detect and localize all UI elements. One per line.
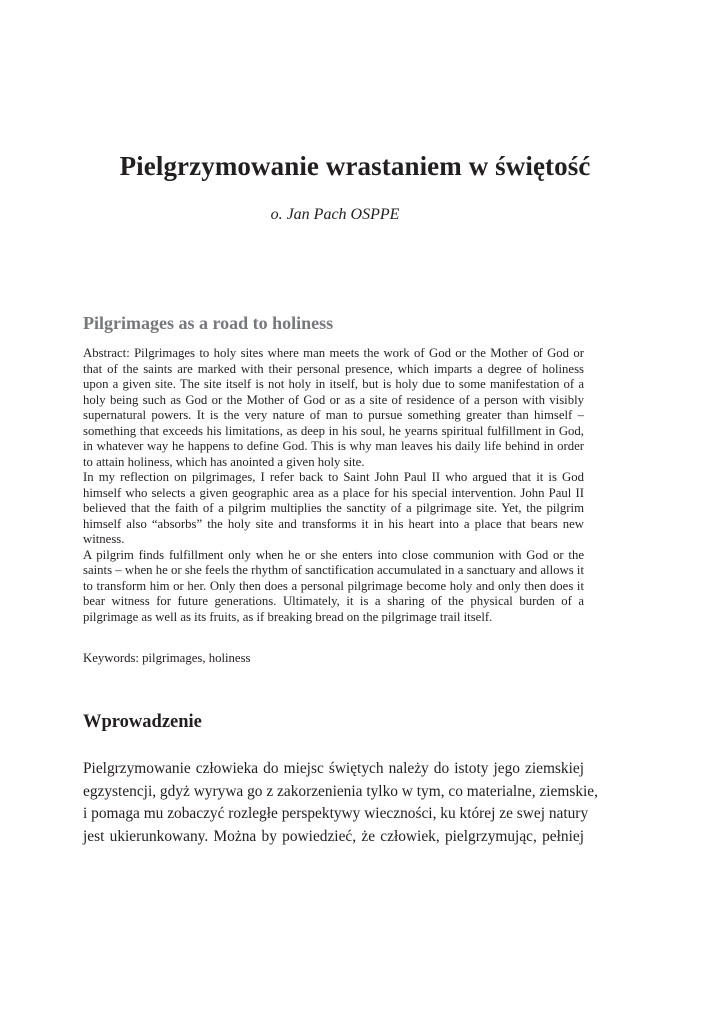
abstract-paragraph-3: A pilgrim finds fulfillment only when he or she enters into close communion with God or the saints – when he or she feels the rhythm of sanctification accumulated in a sanctuary and allows it to transform him or her. Only then does a personal pilgrimage become holy and only then does it bear witness for future generations. Ultimately, it is a sharing of the physical burden of a pilgrimage as well as its fruits, as if breaking bread on the pilgrimage trail itself. — [83, 547, 584, 624]
introduction-heading: Wprowadzenie — [83, 712, 202, 732]
text-line: egzystencji, gdyż wyrywa go z zakorzenienia tylko w tym, co materialne, ziemskie, — [83, 782, 598, 800]
text-line: i pomaga mu zobaczyć rozległe perspektywy wieczności, ku której ze swej natury — [83, 805, 589, 822]
abstract-block — [83, 346, 584, 625]
text-line: jest ukierunkowany. Można by powiedzieć, że człowiek, pielgrzymując, pełniej — [83, 827, 584, 845]
abstract-heading: Pilgrimages as a road to holiness — [83, 313, 334, 333]
abstract-paragraph-1: Abstract: Pilgrimages to holy sites where man meets the work of God or the Mother of God or that of the saints are marked with their personal presence, which imparts a degree of holiness upon a given site. The site itself is not holy in itself, but is holy due to some manifestation of a holy being such as God or the Mother of God or as a site of residence of a person with visibly supernatural powers. It is the very nature of man to pursue something greater than himself – something that exceeds his limitations, as deep in his soul, he yearns spiritual fulfillment in God, in whatever way he happens to define God. This is why man leaves his daily life behind in order to attain holiness, which has anointed a given holy site. — [83, 346, 584, 469]
abstract-paragraph-2: In my reflection on pilgrimages, I refer back to Saint John Paul II who argued that it is God himself who selects a given geographic area as a place for his special intervention. John Paul II believed that the faith of a pilgrim multiplies the sanctity of a pilgrimage site. Yet, the pilgrim himself also “absorbs” the holy site and transforms it in his heart into a place that bears new witness. — [83, 470, 584, 546]
author-name: o. Jan Pach OSPPE — [270, 206, 400, 223]
introduction-text — [83, 758, 598, 848]
text-line: Pielgrzymowanie człowieka do miejsc świętych należy do istoty jego ziemskiej — [83, 760, 584, 777]
keywords: Keywords: pilgrimages, holiness — [83, 651, 251, 665]
article-title: Pielgrzymowanie wrastaniem w świętość — [119, 151, 591, 181]
